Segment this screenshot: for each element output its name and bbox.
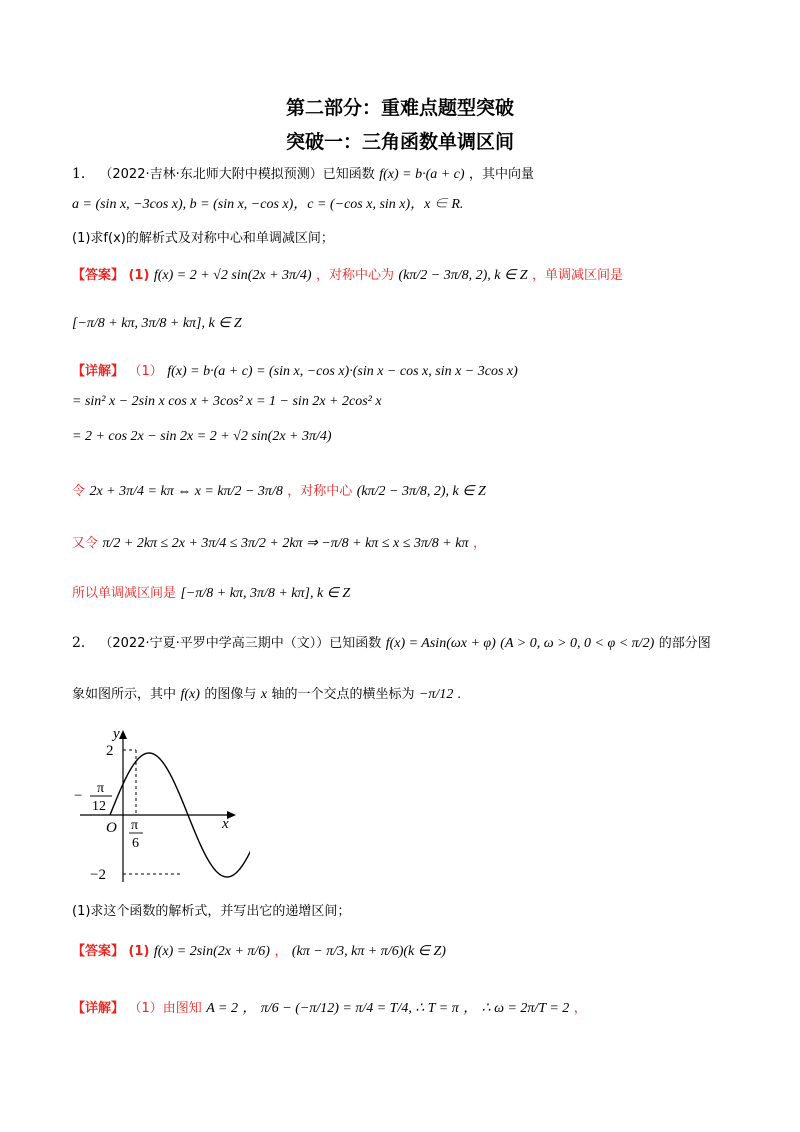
detail-step-4 — [72, 480, 486, 500]
q1-vectors — [72, 193, 463, 213]
detail-step-2 — [72, 393, 382, 410]
q1-function: f(x) = b·(a + c) — [379, 167, 465, 182]
q2-source: （2022·宁夏·平罗中学高三期中（文））已知函数 — [99, 636, 382, 651]
y-axis-label: y — [113, 726, 120, 742]
q2-detail-tag: 【详解】 — [72, 1001, 125, 1016]
detail-step-6 — [72, 582, 350, 602]
q2-detail-period: π/6 − (−π/12) = π/4 = T/4, ∴ T = π — [260, 1001, 459, 1016]
q2-detail-label: （1）由图知 — [128, 1001, 202, 1016]
q2-line2-a: 象如图所示，其中 — [72, 687, 177, 702]
q2-line2-value: −π/12 — [418, 687, 454, 702]
step-4-prefix: 令 — [72, 484, 86, 499]
detail-tag: 【详解】 — [72, 364, 125, 379]
detail-step-1: f(x) = b·(a + c) = (sin x, −cos x)·(sin x − cos x, sin x − 3cos x) — [167, 364, 518, 379]
detail-step-3-text: = 2 + cos 2x − sin 2x = 2 + √2 sin(2x + 3π/4) — [72, 429, 332, 444]
step-5-prefix: 又令 — [72, 536, 99, 551]
neg-denominator: 12 — [92, 799, 106, 814]
q1-source: （2022·吉林·东北师大附中模拟预测）已知函数 — [99, 167, 375, 182]
q2-conditions: (A > 0, ω > 0, 0 < φ < π/2) — [500, 636, 655, 651]
x-axis-label: x — [222, 816, 229, 832]
q2-line2-period: . — [457, 687, 462, 702]
neg-numerator: π — [97, 781, 105, 796]
q2-line2-x: x — [260, 687, 268, 702]
q2-answer-sep: ， — [274, 944, 288, 959]
answer-interval: [−π/8 + kπ, 3π/8 + kπ], k ∈ Z — [72, 316, 242, 331]
detail-step-5 — [72, 532, 486, 552]
q2-line2-e: 轴的一个交点的横坐标为 — [271, 687, 415, 702]
q2-function: f(x) = Asin(ωx + φ) — [385, 636, 496, 651]
q2-detail — [72, 997, 587, 1017]
sine-graph — [70, 722, 250, 892]
q2-answer-part: (1) — [128, 944, 150, 959]
q1-number: 1． — [72, 166, 95, 182]
q1-answer — [72, 264, 623, 284]
q2-detail-end: ， — [573, 1001, 587, 1016]
q1-tail: ，其中向量 — [469, 167, 535, 182]
step-4-math: 2x + 3π/4 = kπ ⇔ x = kπ/2 − 3π/8 — [89, 484, 283, 499]
answer-decrease-label: ，单调减区间是 — [531, 268, 623, 283]
x-tick-numerator: π — [131, 818, 139, 833]
q1-part1: (1)求f(x)的解析式及对称中心和单调减区间； — [72, 231, 334, 246]
answer-center-label: ，对称中心为 — [316, 268, 395, 283]
x-tick-denominator: 6 — [132, 836, 139, 851]
q2-number: 2． — [72, 635, 95, 651]
q2-detail-sep: ， — [242, 1001, 257, 1016]
answer-part-label: (1) — [128, 268, 150, 283]
y-min-label: −2 — [90, 867, 106, 883]
neg-sign: − — [74, 788, 83, 804]
q1-answer-interval — [72, 315, 242, 332]
answer-tag: 【答案】 — [72, 268, 125, 283]
detail-step-3 — [72, 428, 332, 445]
q2-stem-line2 — [72, 683, 461, 703]
step-4-mid: ，对称中心 — [287, 484, 353, 499]
q2-line2-c: 的图像与 — [204, 687, 257, 702]
step-6-math: [−π/8 + kπ, 3π/8 + kπ], k ∈ Z — [180, 586, 351, 601]
q2-detail-sep2: ， — [463, 1001, 478, 1016]
q2-tail: 的部分图 — [658, 636, 711, 651]
detail-step-2-text: = sin² x − 2sin x cos x + 3cos² x = 1 − sin 2x + 2cos² x — [72, 394, 382, 409]
y-max-label: 2 — [106, 743, 114, 759]
answer-function: f(x) = 2 + √2 sin(2x + 3π/4) — [153, 268, 312, 283]
answer-center: (kπ/2 − 3π/8, 2), k ∈ Z — [398, 268, 528, 283]
step-5-end: ， — [472, 536, 486, 551]
q2-answer-tag: 【答案】 — [72, 944, 125, 959]
q2-line2-func: f(x) — [180, 687, 200, 702]
q2-stem — [72, 632, 711, 652]
detail-part-label: （1） — [128, 364, 163, 379]
origin-label: O — [106, 820, 117, 836]
step-6-prefix: 所以单调减区间是 — [72, 586, 177, 601]
step-4-end: (kπ/2 − 3π/8, 2), k ∈ Z — [356, 484, 486, 499]
q2-answer-interval: (kπ − π/3, kπ + π/6)(k ∈ Z) — [291, 944, 446, 959]
subsection-title: 突破一：三角函数单调区间 — [285, 131, 514, 153]
y-axis-arrow — [119, 730, 127, 739]
q1-detail — [72, 360, 518, 380]
q1-vector-definitions: a = (sin x, −3cos x), b = (sin x, −cos x)，c = (−cos x, sin x)，x ∈ R. — [72, 197, 464, 212]
q1-stem — [72, 163, 534, 183]
step-5-math: π/2 + 2kπ ≤ 2x + 3π/4 ≤ 3π/2 + 2kπ ⇒ −π/8 + kπ ≤ x ≤ 3π/8 + kπ — [102, 536, 469, 551]
q2-detail-amplitude: A = 2 — [206, 1001, 238, 1016]
q2-answer-function: f(x) = 2sin(2x + π/6) — [153, 944, 270, 959]
q2-part1: (1)求这个函数的解析式，并写出它的递增区间； — [72, 904, 351, 919]
q2-detail-omega: ∴ ω = 2π/T = 2 — [481, 1001, 570, 1016]
section-title: 第二部分：重难点题型突破 — [285, 97, 514, 119]
q2-answer — [72, 940, 446, 960]
